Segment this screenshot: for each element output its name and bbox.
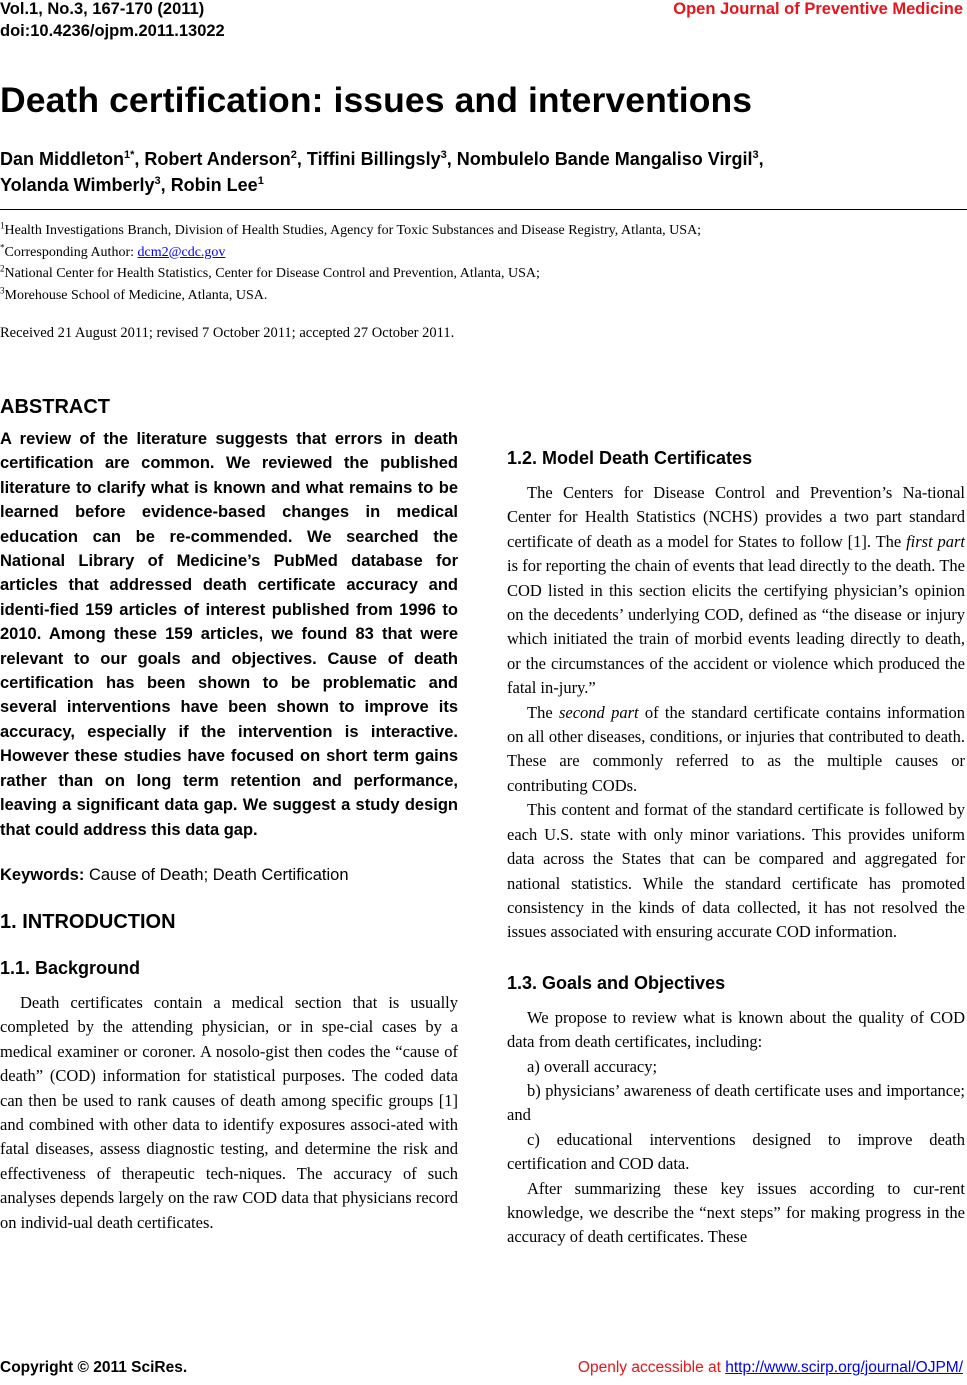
keywords-value: Cause of Death; Death Certification (84, 865, 349, 884)
journal-ref: Vol.1, No.3, 167-170 (2011) (0, 0, 205, 18)
doi: doi:10.4236/ojpm.2011.13022 (0, 22, 225, 40)
subsection-heading: 1.3. Goals and Objectives (507, 972, 726, 993)
paragraph: This content and format of the standard certificate is followed by each U.S. state with only minor variations. This provides uniform data across the States that can be compared and aggregated for national statistics. While the standard certificate has promoted consistency in the kinds of data collected, it has not resolved the issues associated with ensuring accurate COD information. (507, 800, 965, 942)
copyright: Copyright © 2011 SciRes. (0, 1359, 188, 1376)
received-dates: Received 21 August 2011; revised 7 October 2011; accepted 27 October 2011. (0, 325, 455, 341)
right-column (507, 396, 965, 1250)
affiliations (0, 220, 701, 306)
abstract-body: A review of the literature suggests that errors in death certification are common. We reviewed the published literature to clarify what is known and what remains to be learned before evidence-based changes in medical education can be re-commended. We searched the National Library of Medicine’s PubMed database for articles that addressed death certificate accuracy and identi-fied 159 articles of interest published from 1996 to 2010. Among these 159 articles, we found 83 that were relevant to our goals and objectives. Cause of death certification has been shown to be problematic and several interventions have been shown to improve its accuracy, especially if the intervention is interactive. However these studies have focused on short term gains rather than on long term retention and performance, leaving a significant data gap. We suggest a study design that could address this data gap. (0, 430, 458, 839)
list-item: b) physicians’ awareness of death certificate uses and importance; and (507, 1080, 965, 1125)
section-heading: 1. INTRODUCTION (0, 910, 176, 933)
subsection-heading: 1.1. Background (0, 957, 141, 978)
author-list (0, 146, 960, 198)
paragraph: The second part of the standard certificate contains information on all other diseases, conditions, or injuries that contributed to death. These are commonly referred to as the multiple causes or contributing CODs. (507, 702, 965, 795)
author: Robert Anderson$^2$, (144, 149, 307, 169)
list-item: a) overall accuracy; (527, 1056, 658, 1076)
left-column (0, 396, 458, 1235)
keywords-label: Keywords: (0, 865, 85, 884)
paragraph: Death certificates contain a medical section that is usually completed by the attending physician, or in spe-cial cases by a medical examiner or coroner. A nosolo-gist then codes the “cause of death” (COD) information for statistical purposes. The coded data can then be used to rank causes of death among specific groups [1] and combined with other data to identify exposures associ-ated with fatal diseases, assess diagnostic testing, and determine the risk and effectiveness of therapeutic tech-niques. The accuracy of such analyses depends largely on the raw COD data that physicians record on individ-ual death certificates. (0, 992, 458, 1232)
email-link[interactable]: dcm2@cdc.gov (137, 244, 226, 260)
affiliation-2: $^2$National Center for Health Statistics, Center for Disease Control and Prevention, Atlanta, USA; (0, 263, 540, 281)
author: Robin Lee$^1$ (170, 175, 264, 195)
open-access-note: Openly accessible at http://www.scirp.org/journal/OJPM/ (577, 1359, 963, 1376)
subsection-heading: 1.2. Model Death Certificates (507, 448, 753, 468)
paragraph: After summarizing these key issues according to cur-rent knowledge, we describe the “next steps” for making progress in the accuracy of death certificates. These (507, 1178, 965, 1247)
author: Dan Middleton$^{1*}$, (0, 149, 145, 169)
journal-url-link[interactable]: http://www.scirp.org/journal/OJPM/ (725, 1359, 963, 1376)
affiliation-3: $^3$Morehouse School of Medicine, Atlanta, USA. (0, 284, 268, 303)
list-item: c) educational interventions designed to improve death certification and COD data. (507, 1129, 965, 1174)
author: Nombulelo Bande Mangaliso Virgil$^3$, (456, 149, 764, 169)
affiliation-1: $^1$Health Investigations Branch, Division of Health Studies, Agency for Toxic Substances and Disease Registry, Atlanta, USA; (0, 220, 702, 238)
paragraph: We propose to review what is known about the quality of COD data from death certificates, including: (507, 1007, 965, 1052)
article-title: Death certification: issues and interventions (0, 80, 753, 120)
corresponding-author: *Corresponding Author: dcm2@cdc.gov (0, 241, 226, 260)
author: Tiffini Billingsly$^3$, (306, 149, 457, 169)
paragraph: The Centers for Disease Control and Prevention’s Na-tional Center for Health Statistics (NCHS) provides a two part standard certificate of death as a model for States to follow [1]. The first part is for reporting the chain of events that lead directly to the death. The COD listed in this section elicits the certifying physician’s opinion on the decedents’ underlying COD, defined as “the disease or injury which initiated the train of morbid events leading directly to death, or the circumstances of the accident or violence which produced the fatal in-jury.” (507, 483, 965, 698)
header-divider (0, 209, 967, 210)
abstract-heading: ABSTRACT (0, 396, 110, 418)
journal-citation (0, 0, 225, 42)
journal-name: Open Journal of Preventive Medicine (673, 0, 963, 18)
author: Yolanda Wimberly$^3$, (0, 175, 171, 195)
keywords (0, 866, 458, 885)
